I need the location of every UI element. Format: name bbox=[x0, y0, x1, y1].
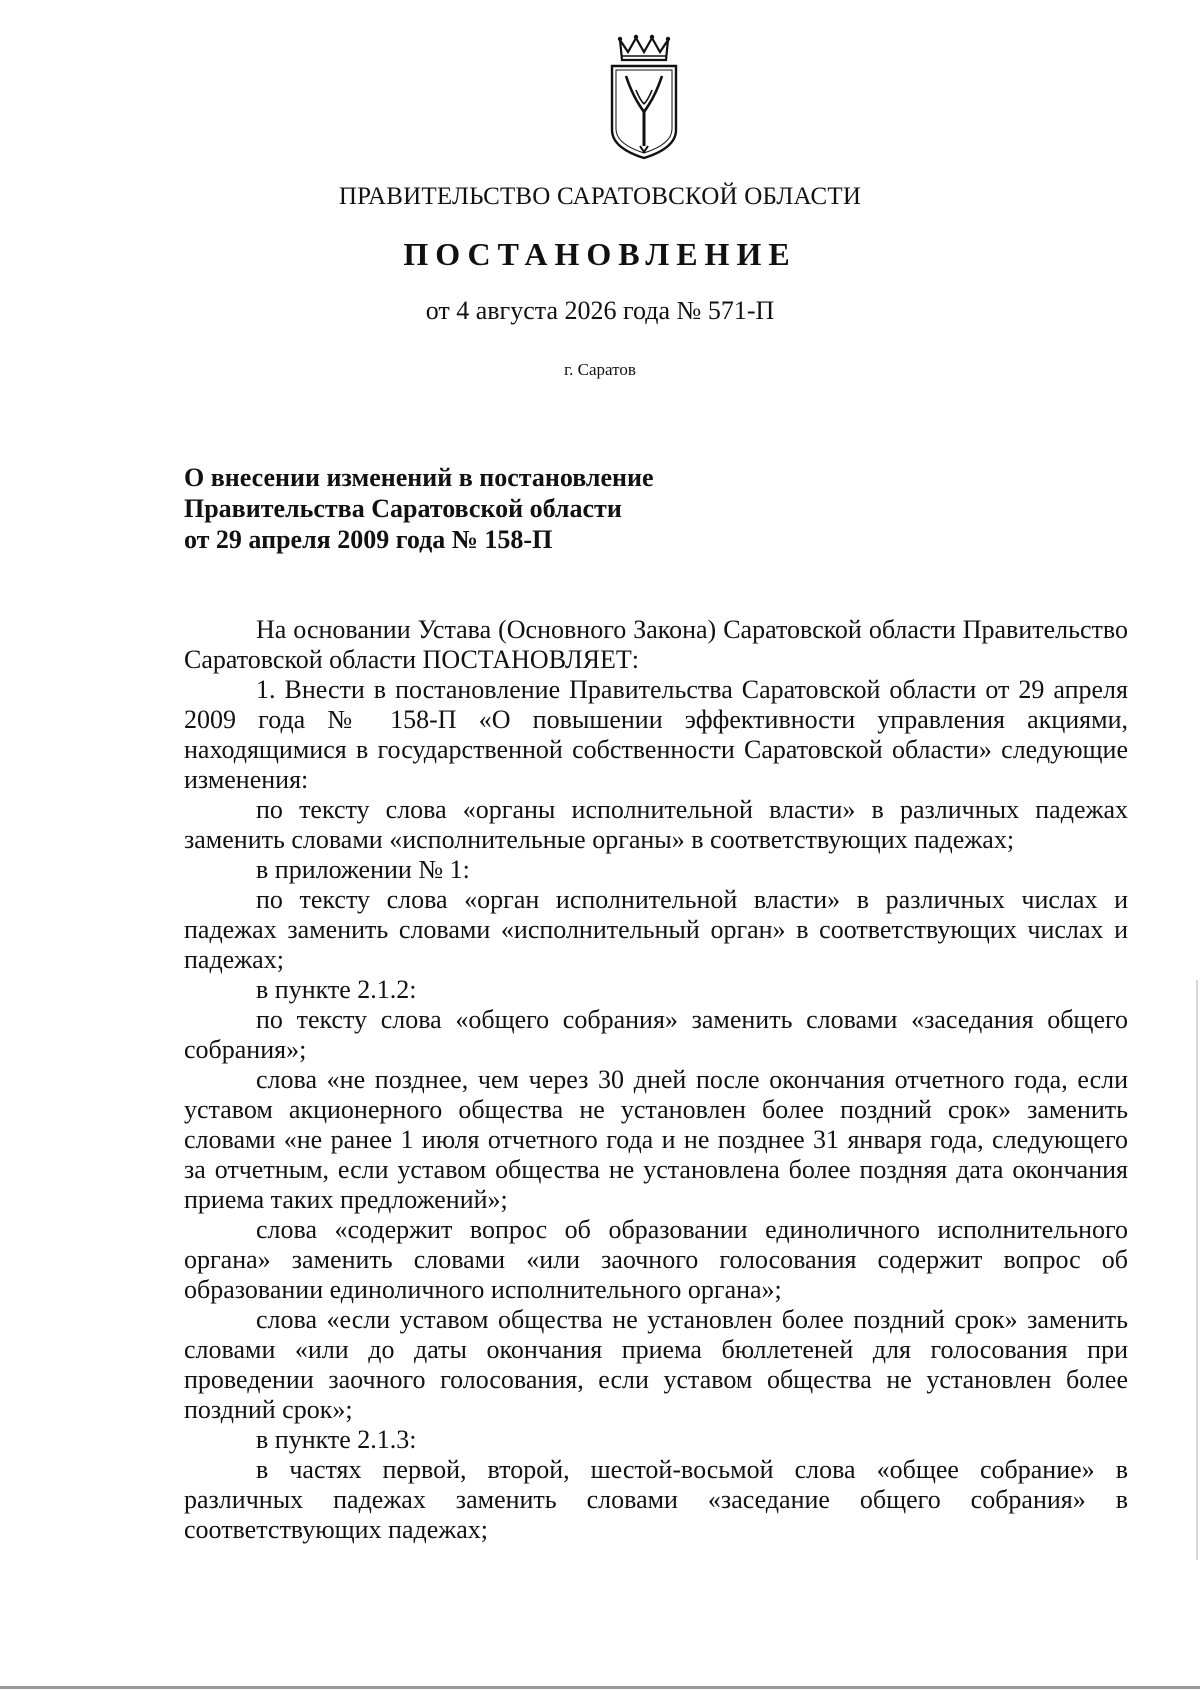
scan-edge-right bbox=[1196, 980, 1198, 1560]
document-subject bbox=[184, 462, 654, 555]
body-paragraph: по тексту слова «органы исполнительной власти» в различных падежах заменить словами «исполнительные органы» в соответствующих падежах; bbox=[184, 795, 1128, 854]
document-body bbox=[184, 615, 1128, 1545]
document-type: ПОСТАНОВЛЕНИЕ bbox=[403, 236, 797, 272]
scan-edge-bottom bbox=[0, 1686, 1200, 1689]
document-city: г. Саратов bbox=[564, 360, 636, 379]
body-paragraph: 1. Внести в постановление Правительства Саратовской области от 29 апреля 2009 года № 158-П «О повышении эффективности управления акциями, находящимися в государственной собственности Саратовской области» следующие изменения: bbox=[184, 675, 1128, 794]
body-paragraph: в пункте 2.1.2: bbox=[256, 975, 417, 1004]
body-paragraph: в пункте 2.1.3: bbox=[256, 1425, 417, 1454]
body-paragraph: по тексту слова «общего собрания» заменить словами «заседания общего собрания»; bbox=[184, 1005, 1128, 1064]
saratov-coat-of-arms-icon bbox=[606, 34, 682, 160]
government-name: ПРАВИТЕЛЬСТВО САРАТОВСКОЙ ОБЛАСТИ bbox=[338, 183, 862, 210]
body-paragraph: На основании Устава (Основного Закона) Саратовской области Правительство Саратовской области ПОСТАНОВЛЯЕТ: bbox=[184, 615, 1128, 674]
body-paragraph: в частях первой, второй, шестой-восьмой слова «общее собрание» в различных падежах заменить словами «заседание общего собрания» в соответствующих падежах; bbox=[184, 1455, 1128, 1544]
body-paragraph: слова «содержит вопрос об образовании единоличного исполнительного органа» заменить словами «или заочного голосования содержит вопрос об образовании единоличного исполнительного органа»; bbox=[184, 1215, 1128, 1304]
body-paragraph: слова «не позднее, чем через 30 дней после окончания отчетного года, если уставом акционерного общества не установлен более поздний срок» заменить словами «не ранее 1 июля отчетного года и не позднее 31 января года, следующего за отчетным, если уставом общества не установлена более поздняя дата окончания приема таких предложений»; bbox=[184, 1065, 1128, 1214]
body-paragraph: слова «если уставом общества не установлен более поздний срок» заменить словами «или до даты окончания приема бюллетеней для голосования при проведении заочного голосования, если уставом общества не установлен более поздний срок»; bbox=[184, 1305, 1128, 1424]
body-paragraph: по тексту слова «орган исполнительной власти» в различных числах и падежах заменить словами «исполнительный орган» в соответствующих числах и падежах; bbox=[184, 885, 1128, 974]
subject-line: Правительства Саратовской области bbox=[184, 494, 622, 523]
document-date-number: от 4 августа 2026 года № 571-П bbox=[425, 296, 775, 325]
subject-line: О внесении изменений в постановление bbox=[184, 463, 654, 492]
body-paragraph: в приложении № 1: bbox=[256, 855, 470, 884]
subject-line: от 29 апреля 2009 года № 158-П bbox=[184, 525, 553, 554]
